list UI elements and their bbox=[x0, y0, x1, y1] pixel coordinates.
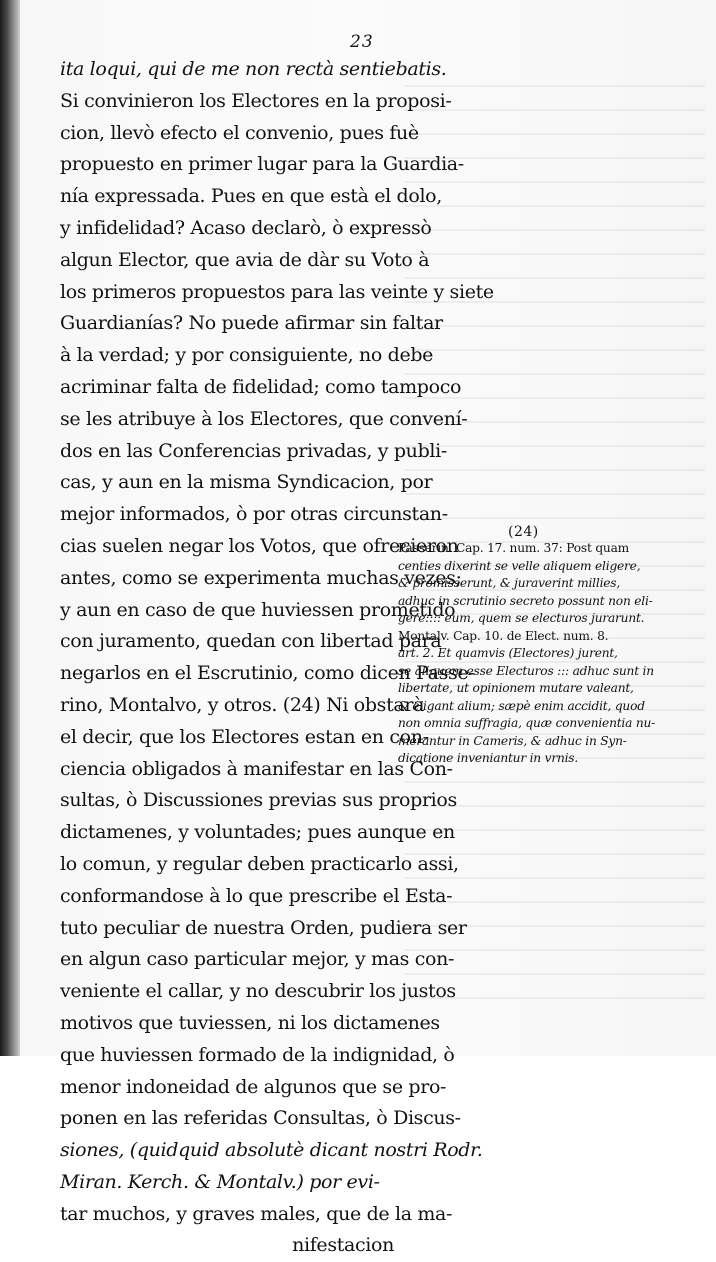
main-text-line: y infidelidad? Acaso declarò, ò expressò bbox=[60, 216, 432, 239]
footnote-line: & promisserunt, & juraverint millies, bbox=[398, 576, 621, 590]
main-text-line: rino, Montalvo, y otros. (24) Ni obstarà bbox=[60, 693, 425, 716]
main-text-line: tar muchos, y graves males, que de la ma- bbox=[60, 1202, 453, 1225]
main-text-line: sultas, ò Discussiones previas sus proprios bbox=[60, 789, 457, 812]
footnote-line: non omnia suffragia, quæ convenientia nu- bbox=[398, 716, 656, 730]
footnote-line: Passerin. Cap. 17. num. 37: Post quam bbox=[398, 541, 629, 555]
footnote-line: merantur in Cameris, & adhuc in Syn- bbox=[398, 733, 627, 748]
main-text-line: ciencia obligados à manifestar en las Con- bbox=[60, 757, 453, 780]
footnote-line: gere:::: eum, quem se electuros jurarunt. bbox=[398, 611, 645, 625]
main-text-line: Guardianías? No puede afirmar sin faltar bbox=[60, 312, 443, 335]
binding-shadow bbox=[0, 0, 20, 1056]
main-text-line: cias suelen negar los Votos, que ofrecieron bbox=[60, 534, 459, 557]
main-text-line: ponen en las referidas Consultas, ò Discus- bbox=[60, 1107, 461, 1130]
main-text-line: propuesto en primer lugar para la Guardia- bbox=[60, 153, 464, 176]
main-text-line: cion, llevò efecto el convenio, pues fuè bbox=[60, 121, 419, 144]
main-text-line: el decir, que los Electores estan en con- bbox=[60, 725, 429, 748]
main-text-line: mejor informados, ò por otras circunstan- bbox=[60, 503, 448, 526]
main-text-line: Miran. Kerch. & Montalv.) por evi- bbox=[60, 1170, 380, 1193]
main-text-line: y aun en caso de que huviessen prometido bbox=[60, 598, 456, 621]
main-text-line: conformandose à lo que prescribe el Esta- bbox=[60, 884, 453, 907]
main-text-line: dictamenes, y voluntades; pues aunque en bbox=[60, 821, 455, 844]
main-text-line: à la verdad; y por consiguiente, no debe bbox=[60, 344, 434, 367]
main-text-line: acriminar falta de fidelidad; como tampoco bbox=[60, 375, 462, 398]
footnote bbox=[398, 540, 710, 768]
main-text-line: menor indoneidad de algunos que se pro- bbox=[60, 1075, 447, 1098]
main-text-line: lo comun, y regular deben practicarlo assi, bbox=[60, 852, 459, 875]
footnote-line: art. 2. Et quamvis (Electores) jurent, bbox=[398, 646, 618, 660]
main-text-line: se les atribuye à los Electores, que convení- bbox=[60, 407, 468, 430]
main-text-line: con juramento, quedan con libertad para bbox=[60, 630, 442, 653]
main-text-line: ita loqui, qui de me non rectà sentiebatis. bbox=[60, 58, 447, 80]
footnote-line: se aliquem esse Electuros ::: adhuc sunt in bbox=[398, 663, 654, 678]
footnote-line: adhuc in scrutinio secreto possunt non eli- bbox=[398, 593, 653, 608]
main-text-line: Si convinieron los Electores en la proposi- bbox=[60, 89, 452, 112]
footnote-line: & eligant alium; sæpè enim accidit, quod bbox=[398, 698, 645, 713]
main-text-line: siones, (quidquid absolutè dicant nostri Rodr. bbox=[60, 1139, 483, 1162]
main-text-line: que huviessen formado de la indignidad, ò bbox=[60, 1043, 455, 1066]
main-text-line: veniente el callar, y no descubrir los justos bbox=[60, 980, 456, 1003]
main-text-line: cas, y aun en la misma Syndicacion, por bbox=[60, 471, 433, 494]
main-text-line: dos en las Conferencias privadas, y publi- bbox=[60, 439, 447, 462]
footnote-line: Montalv. Cap. 10. de Elect. num. 8. bbox=[398, 628, 609, 643]
footnote-line: centies dixerint se velle aliquem eligere, bbox=[398, 558, 641, 573]
main-text-line: nía expressada. Pues en que està el dolo, bbox=[60, 185, 442, 208]
page-number: 23 bbox=[350, 32, 374, 52]
main-text-line: antes, como se experimenta muchas vezes; bbox=[60, 566, 462, 589]
main-text-line: negarlos en el Escrutinio, como dicen Passe- bbox=[60, 662, 475, 685]
main-text-line: algun Elector, que avia de dàr su Voto à bbox=[60, 248, 430, 271]
main-text-line: los primeros propuestos para las veinte y siete bbox=[60, 280, 494, 303]
catchword: nifestacion bbox=[292, 1234, 394, 1257]
main-text-line: en algun caso particular mejor, y mas con- bbox=[60, 948, 455, 971]
main-text-line: tuto peculiar de nuestra Orden, pudiera ser bbox=[60, 916, 467, 939]
footnote-line: libertate, ut opinionem mutare valeant, bbox=[398, 681, 634, 695]
footnote-line: dicatione inveniantur in vrnis. bbox=[398, 751, 579, 765]
main-text-line: motivos que tuviessen, ni los dictamenes bbox=[60, 1011, 440, 1034]
footnote-number: (24) bbox=[508, 524, 539, 540]
